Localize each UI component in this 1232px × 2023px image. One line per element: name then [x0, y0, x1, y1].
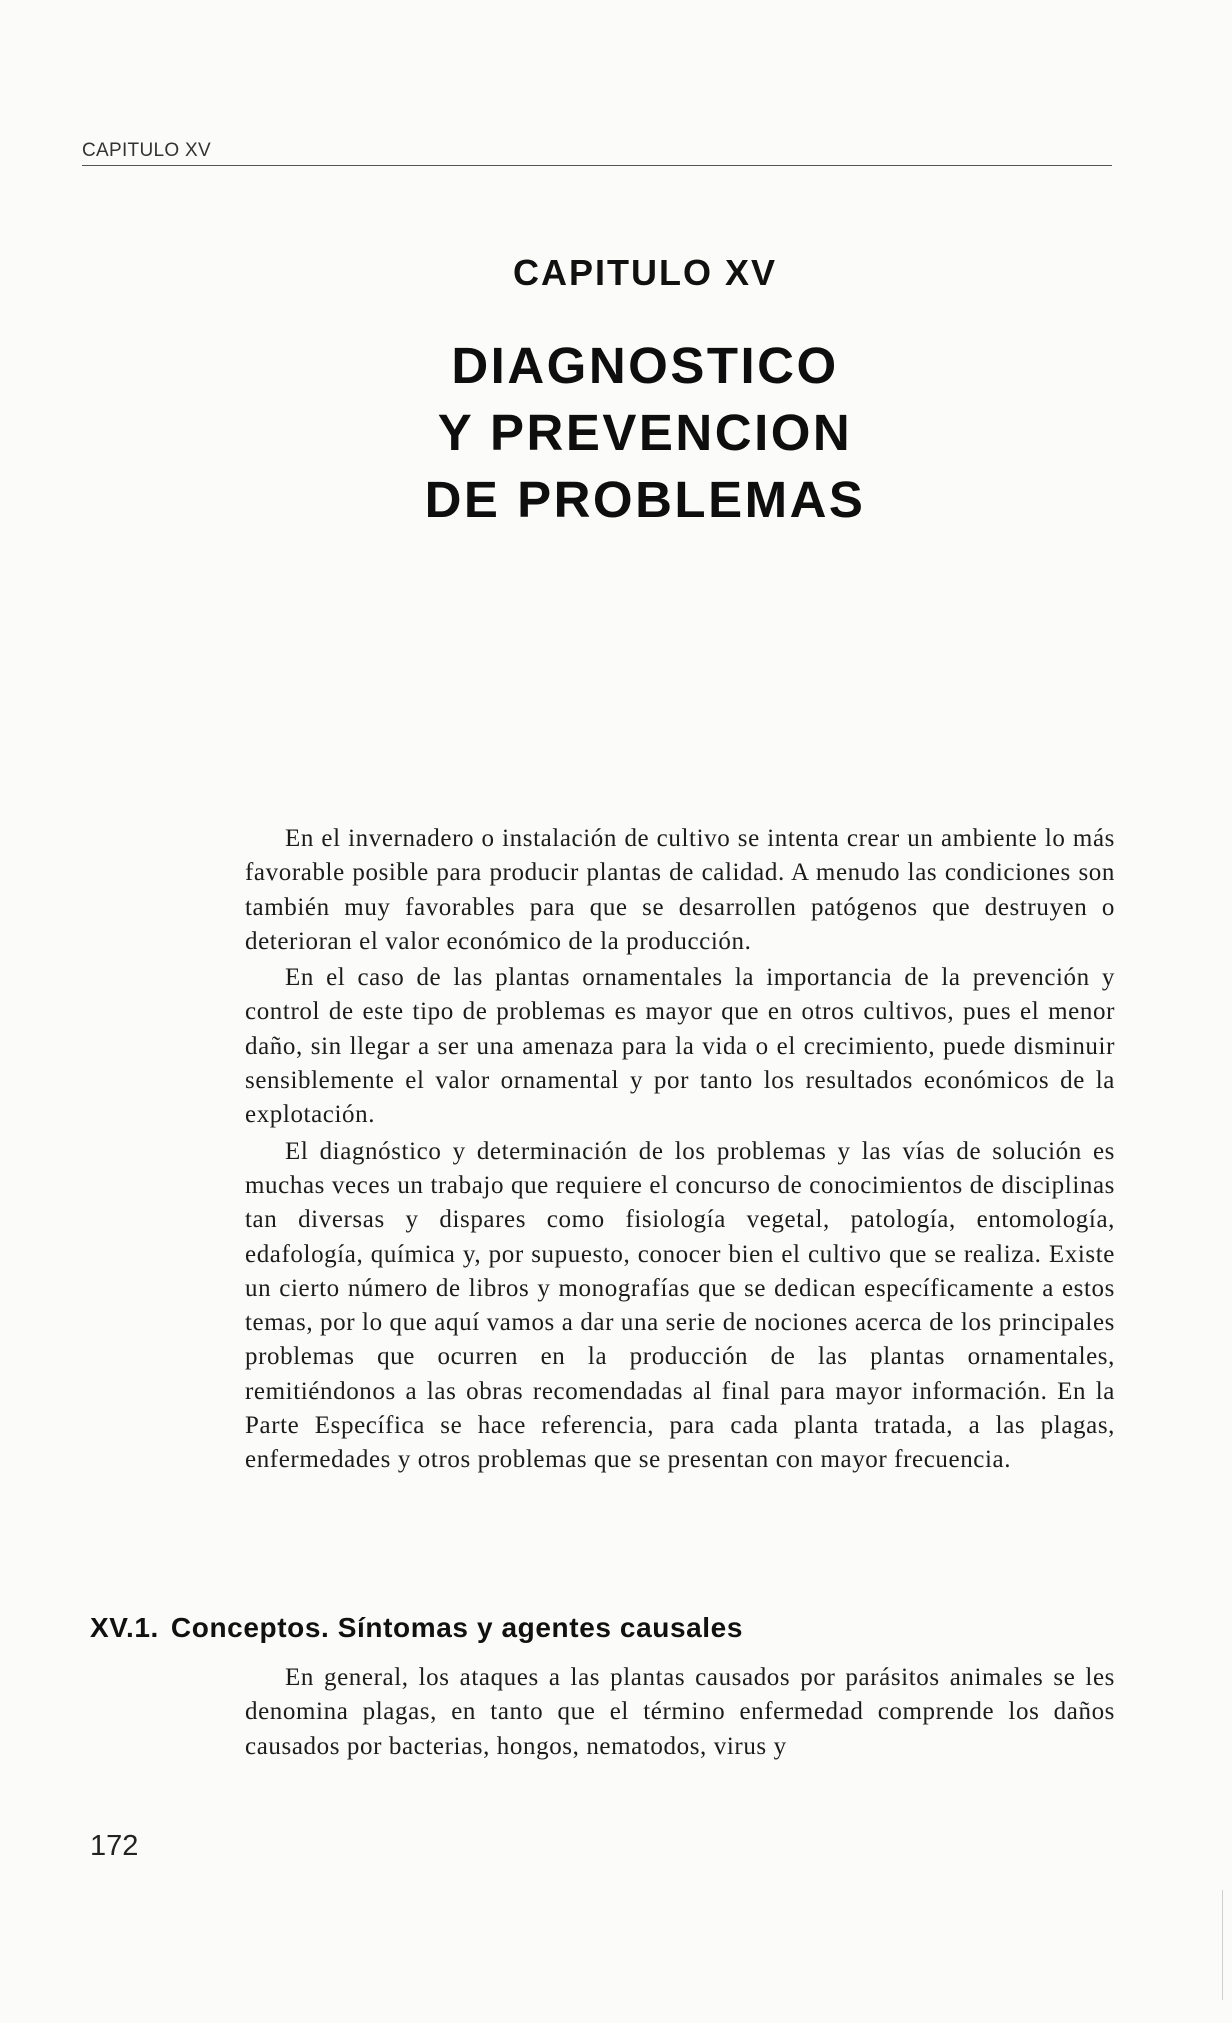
intro-body: [245, 822, 1115, 1480]
chapter-title-line: DE PROBLEMAS: [424, 471, 866, 528]
chapter-title-line: DIAGNOSTICO: [451, 337, 839, 394]
paragraph: En el invernadero o instalación de cultivo se intenta crear un ambiente lo más favorable posible para producir plantas de calidad. A menudo las condiciones son también muy favorables para que se desarrollen patógenos que destruyen o deterioran el valor económico de la producción.: [245, 825, 1115, 955]
paragraph: En el caso de las plantas ornamentales la importancia de la prevención y control de este tipo de problemas es mayor que en otros cultivos, pues el menor daño, sin llegar a ser una amenaza para la vida o el crecimiento, puede disminuir sensiblemente el valor ornamental y por tanto los resultados económicos de la explotación.: [245, 964, 1115, 1129]
header-rule: [82, 165, 1112, 166]
section-number: XV.1.: [90, 1612, 159, 1643]
section-heading: [90, 1612, 743, 1644]
running-head: CAPITULO XV: [82, 140, 211, 161]
section-body: [245, 1661, 1115, 1764]
page-number: 172: [90, 1830, 139, 1862]
section-title: Conceptos. Síntomas y agentes causales: [170, 1612, 744, 1643]
chapter-label: CAPITULO XV: [512, 252, 777, 293]
paragraph: El diagnóstico y determinación de los problemas y las vías de solución es muchas veces un trabajo que requiere el concurso de conocimientos de disciplinas tan diversas y dispares como fisiología vegetal, patología, entomología, edafología, química y, por supuesto, conocer bien el cultivo que se realiza. Existe un cierto número de libros y monografías que se dedican específicamente a estos temas, por lo que aquí vamos a dar una serie de nociones acerca de los principales problemas que ocurren en la producción de las plantas ornamentales, remitiéndonos a las obras recomendadas al final para mayor información. En la Parte Específica se hace referencia, para cada planta tratada, a las plagas, enfermedades y otros problemas que se presentan con mayor frecuencia.: [245, 1137, 1115, 1474]
scan-edge-mark: [1222, 1890, 1223, 2000]
chapter-title-line: Y PREVENCION: [437, 404, 853, 461]
chapter-title: [0, 332, 1232, 533]
paragraph: En general, los ataques a las plantas causados por parásitos animales se les denomina plagas, en tanto que el término enfermedad comprende los daños causados por bacterias, hongos, nematodos, virus y: [245, 1664, 1115, 1760]
